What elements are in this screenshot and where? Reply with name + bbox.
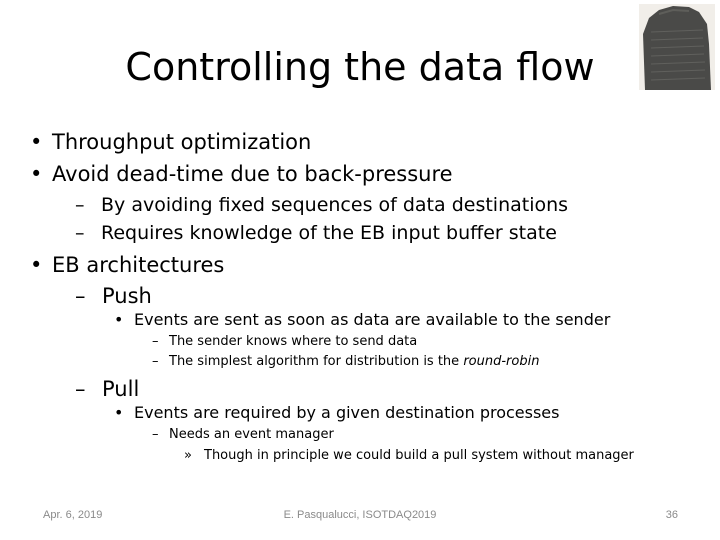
sub-bullet-buffer-state (75, 220, 557, 246)
bullet-dot-icon: • (30, 162, 43, 186)
push-detail-sender (152, 333, 417, 351)
dash-icon: – (75, 284, 86, 308)
sub-bullet-text: Requires knowledge of the EB input buffer state (101, 222, 557, 244)
dash-icon: – (75, 194, 85, 216)
bullet-dot-icon: • (114, 310, 124, 329)
bullet-dead-time (30, 160, 453, 188)
bullet-text: Avoid dead-time due to back-pressure (52, 162, 453, 186)
pull-detail-text: Needs an event manager (169, 427, 334, 442)
double-chevron-icon: » (184, 448, 192, 463)
push-point-text: Events are sent as soon as data are available to the sender (134, 310, 611, 329)
pull-point-text: Events are required by a given destination processes (134, 403, 560, 422)
bullet-text: Throughput optimization (52, 130, 312, 154)
pull-point (114, 402, 559, 424)
bullet-text: EB architectures (52, 253, 225, 277)
dash-icon: – (152, 354, 159, 369)
dash-icon: – (75, 222, 85, 244)
dash-icon: – (152, 334, 159, 349)
sub-bullet-text: Push (102, 284, 152, 308)
push-detail-text: The simplest algorithm for distribution is the (169, 354, 464, 369)
footer-author: E. Pasqualucci, ISOTDAQ2019 (283, 509, 437, 521)
pull-sub-detail-text: Though in principle we could build a pull system without manager (204, 448, 634, 463)
bullet-dot-icon: • (30, 130, 43, 154)
bullet-dot-icon: • (30, 253, 43, 277)
push-detail-text: The sender knows where to send data (169, 334, 418, 349)
sub-bullet-fixed-sequences (75, 192, 568, 218)
sub-bullet-push (75, 282, 152, 310)
pull-detail-manager (152, 426, 334, 444)
pull-sub-detail (184, 447, 634, 465)
slide-title: Controlling the data flow (125, 45, 595, 89)
bullet-throughput (30, 128, 311, 156)
push-detail-algorithm (152, 353, 539, 371)
push-detail-italic: round-robin (463, 354, 540, 369)
rosetta-stone-image (639, 4, 715, 90)
sub-bullet-text: Pull (102, 377, 140, 401)
bullet-dot-icon: • (114, 403, 124, 422)
footer-page-number: 36 (665, 509, 678, 521)
sub-bullet-pull (75, 375, 139, 403)
sub-bullet-text: By avoiding fixed sequences of data destinations (101, 194, 569, 216)
bullet-eb-architectures (30, 251, 224, 279)
dash-icon: – (152, 427, 159, 442)
footer-date: Apr. 6, 2019 (43, 509, 103, 521)
push-point (114, 309, 610, 331)
dash-icon: – (75, 377, 86, 401)
